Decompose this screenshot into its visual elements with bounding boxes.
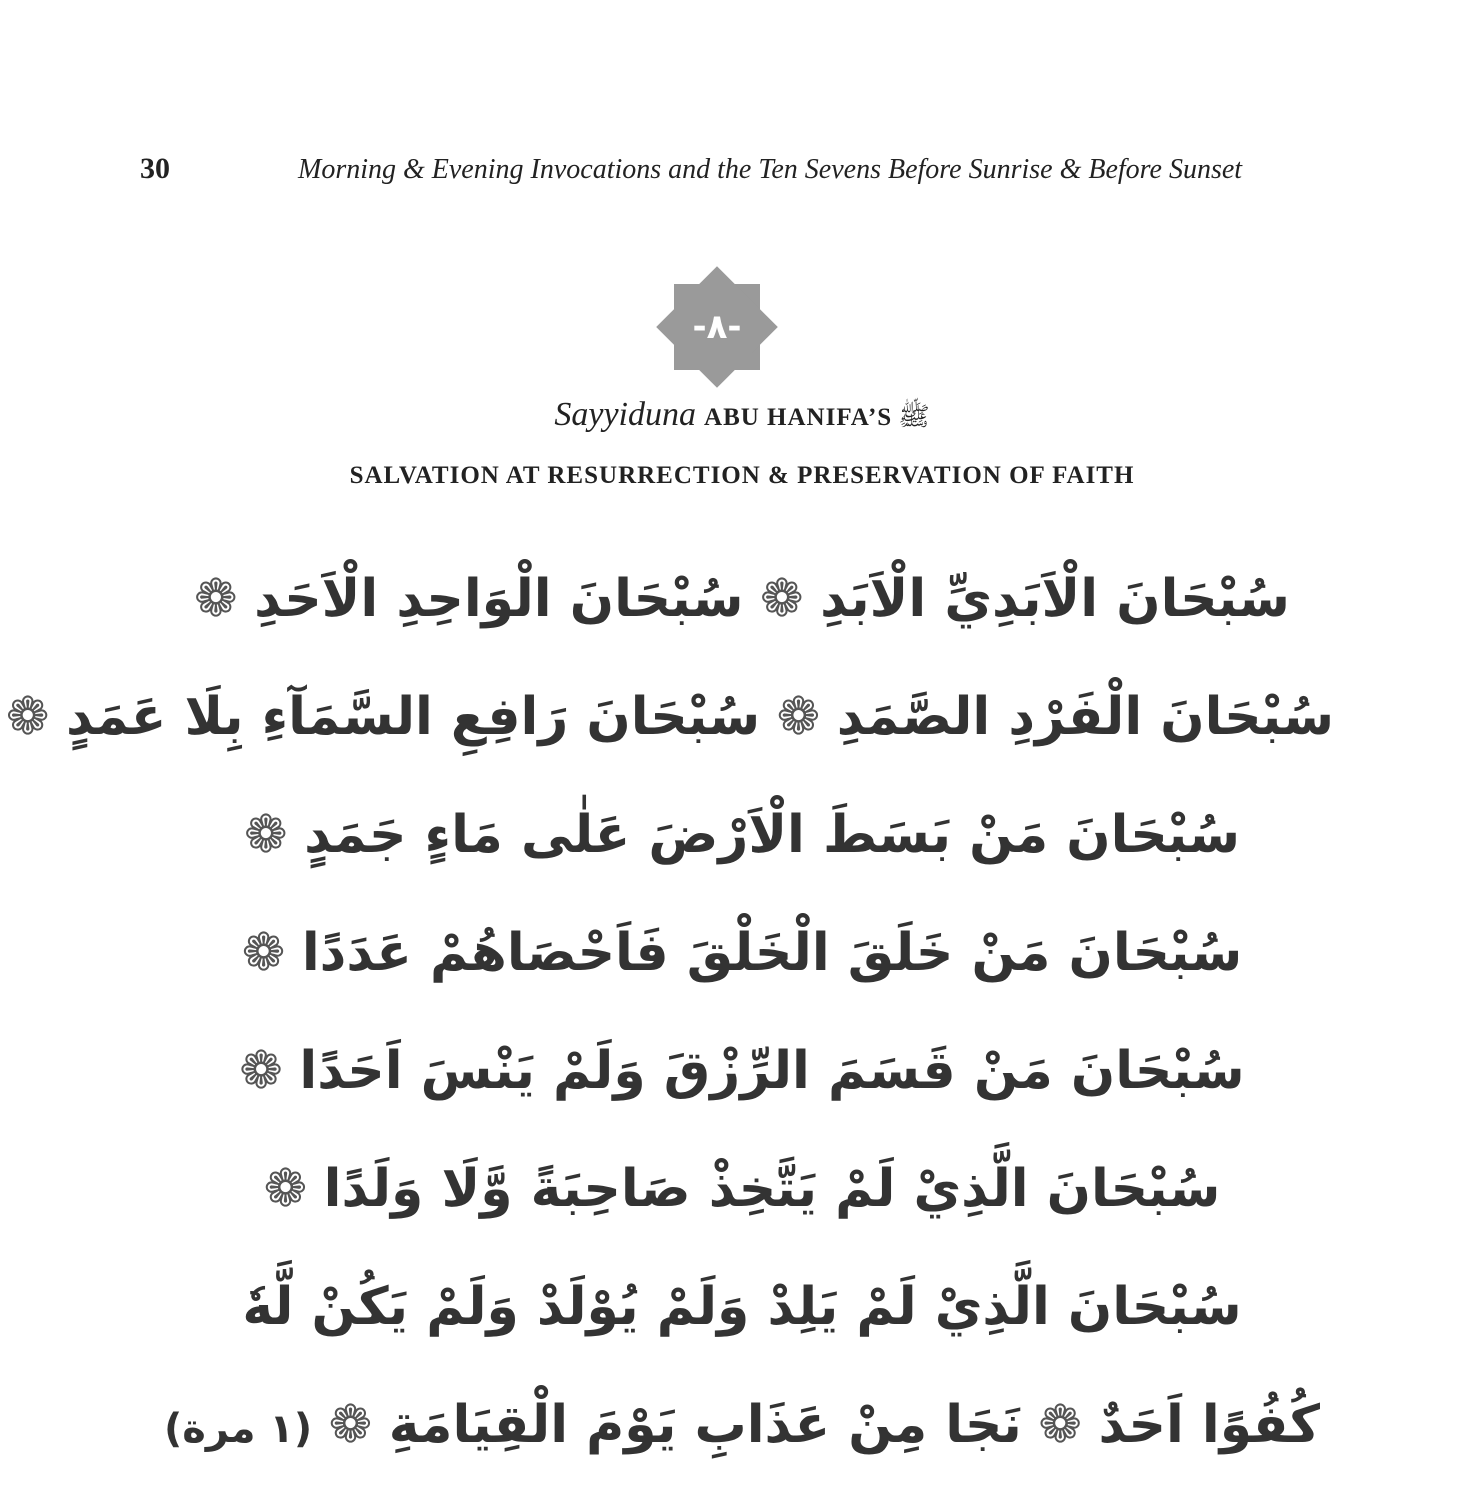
- section-title: [0, 396, 1484, 438]
- flower-ornament-icon: ❁: [263, 1159, 324, 1219]
- flower-ornament-icon: ❁: [194, 569, 255, 629]
- flower-ornament-icon: ❁: [743, 569, 821, 629]
- verse-text: سُبْحَانَ الَّذِيْ لَمْ يَلِدْ وَلَمْ يُوْلَدْ وَلَمْ يَكُنْ لَّهٗ: [242, 1277, 1242, 1337]
- flower-ornament-icon: ❁: [760, 687, 837, 747]
- verse-text: سُبْحَانَ الْاَبَدِيِّ الْاَبَدِ: [820, 569, 1290, 629]
- flower-ornament-icon: ❁: [312, 1395, 389, 1455]
- verse-line: [150, 540, 1334, 658]
- verse-text: نَجَا مِنْ عَذَابِ يَوْمَ الْقِيَامَةِ: [388, 1395, 1022, 1455]
- verse-text: سُبْحَانَ الَّذِيْ لَمْ يَتَّخِذْ صَاحِبَةً وَّلَا وَلَدًا: [323, 1159, 1221, 1219]
- flower-ornament-icon: ❁: [1021, 1395, 1099, 1455]
- verse-text: سُبْحَانَ الْفَرْدِ الصَّمَدِ: [836, 687, 1334, 747]
- title-italic: Sayyiduna: [554, 396, 697, 433]
- verse-line: [150, 894, 1334, 1012]
- verse-text: سُبْحَانَ رَافِعِ السَّمَآءِ بِلَا عَمَدٍ: [65, 687, 761, 747]
- honorific-glyph: ﷺ: [898, 402, 930, 431]
- verse-text: سُبْحَانَ مَنْ قَسَمَ الرِّزْقَ وَلَمْ يَنْسَ اَحَدًا: [299, 1041, 1245, 1101]
- verse-text: سُبْحَانَ مَنْ بَسَطَ الْاَرْضَ عَلٰى مَاءٍ جَمَدٍ: [304, 805, 1241, 865]
- title-name: ABU HANIFA’S: [704, 404, 893, 431]
- verse-text: كُفُوًا اَحَدٌ: [1098, 1395, 1321, 1455]
- arabic-verses: [5, 540, 1334, 1484]
- verse-text: سُبْحَانَ الْوَاحِدِ الْاَحَدِ: [254, 569, 744, 629]
- flower-ornament-icon: ❁: [241, 923, 302, 983]
- verse-line: [150, 1012, 1334, 1130]
- section-number-badge: [652, 262, 782, 392]
- flower-ornament-icon: ❁: [5, 687, 66, 747]
- section-number: -٨-: [692, 307, 742, 347]
- verse-line: [150, 1366, 1334, 1484]
- verse-line: [150, 1248, 1334, 1366]
- verse-line: [5, 658, 1334, 776]
- repetition-note: (١ مرة): [163, 1406, 313, 1452]
- flower-ornament-icon: ❁: [239, 1041, 300, 1101]
- verse-line: [150, 776, 1334, 894]
- page-number: 30: [140, 152, 170, 185]
- verse-text: سُبْحَانَ مَنْ خَلَقَ الْخَلْقَ فَاَحْصَاهُمْ عَدَدًا: [301, 923, 1243, 983]
- verse-line: [150, 1130, 1334, 1248]
- running-header: Morning & Evening Invocations and the Ten Sevens Before Sunrise & Before Sunset: [298, 154, 1243, 185]
- section-subtitle: SALVATION AT RESURRECTION & PRESERVATION OF FAITH: [349, 462, 1135, 489]
- flower-ornament-icon: ❁: [243, 805, 305, 865]
